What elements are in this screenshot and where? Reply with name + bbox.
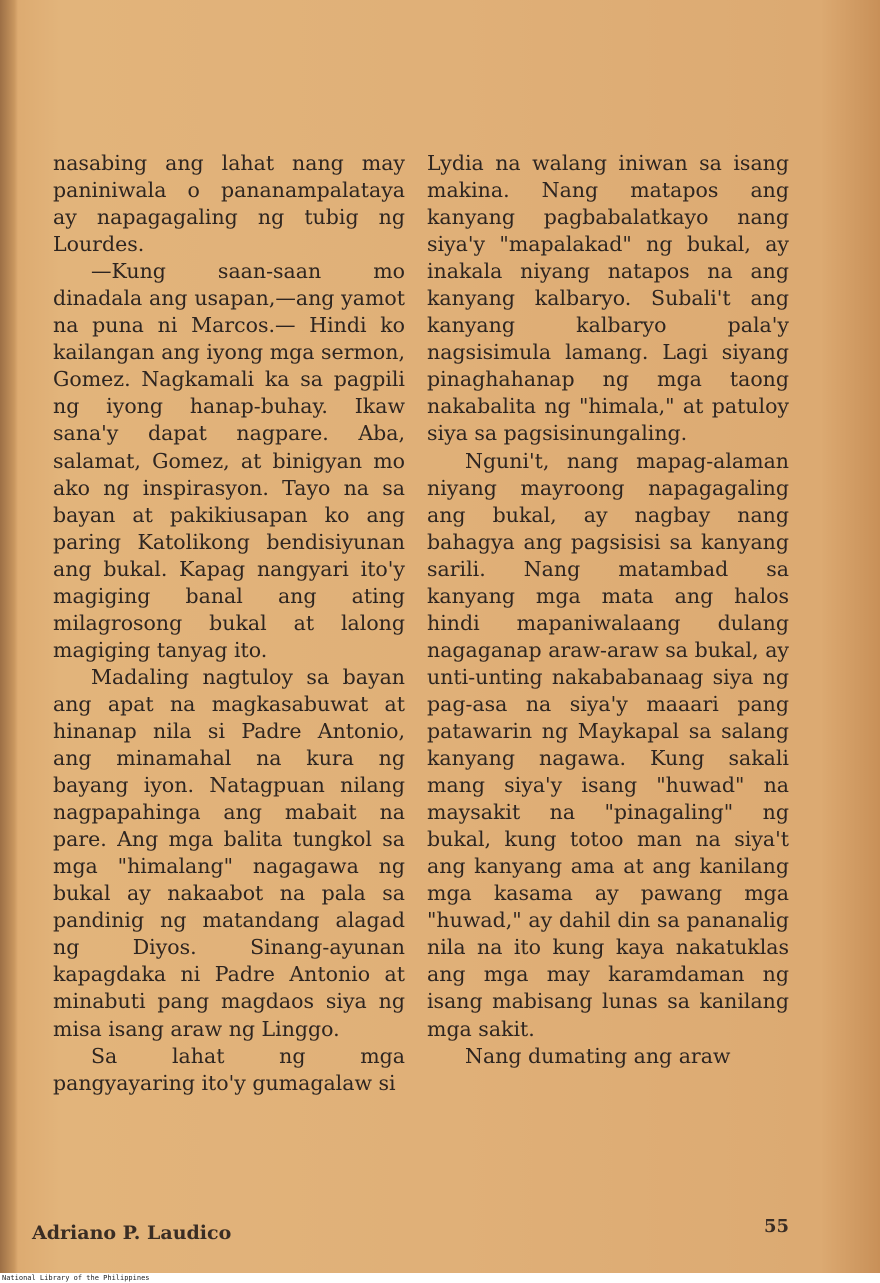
page-spine-shadow: [0, 0, 18, 1273]
left-text-column: [53, 150, 405, 1097]
right-paragraph-3: Nang dumating ang araw: [465, 1043, 731, 1068]
right-paragraph-1: Lydia na walang iniwan sa isang makina. Nang matapos ang kanyang pagbabalatkayo nang siya'y "mapalakad" ng bukal, ay inakala niyang natapos na ang kanyang kalbaryo. Subali't ang kanyang kalbaryo pala'y nagsisimula lamang. Lagi siyang pinaghahanap ng mga taong nakabalita ng "himala," at patuloy siya sa pagsisinungaling.: [427, 151, 789, 446]
left-paragraph-4: Sa lahat ng mga pangyayaring ito'y gumagalaw si: [53, 1043, 405, 1095]
right-paragraph-2: Nguni't, nang mapag-alaman niyang mayroong napagagaling ang bukal, ay nagbay nang bahagya ang pagsisisi sa kanyang sarili. Nang matambad sa kanyang mga mata ang halos hindi mapaniwalaang dulang nagaganap araw-araw sa bukal, ay unti-unting nakababanaag siya ng pag-asa na siya'y maaari pang patawarin ng Maykapal sa salang kanyang nagawa. Kung sakali mang siya'y isang "huwad" na maysakit na "pinagaling" ng bukal, kung totoo man na siya't ang kanyang ama at ang kanilang mga kasama ay pawang mga "huwad," ay dahil din sa pananalig nila na ito kung kaya nakatuklas ang mga may karamdaman ng isang mabisang lunas sa kanilang mga sakit.: [427, 448, 789, 1041]
left-paragraph-1: nasabing ang lahat nang may paniniwala o pananampalataya ay napagagaling ng tubig ng Lourdes.: [53, 151, 405, 257]
left-paragraph-2: —Kung saan-saan mo dinadala ang usapan,—ang yamot na puna ni Marcos.— Hindi ko kailangan ang iyong mga sermon, Gomez. Nagkamali ka sa pagpili ng iyong hanap-buhay. Ikaw sana'y dapat nagpare. Aba, salamat, Gomez, at binigyan mo ako ng inspirasyon. Tayo na sa bayan at pakikiusapan ko ang paring Katolikong bendisiyunan ang bukal. Kapag nangyari ito'y magiging banal ang ating milagrosong bukal at lalong magiging tanyag ito.: [53, 259, 405, 662]
left-paragraph-3: Madaling nagtuloy sa bayan ang apat na magkasabuwat at hinanap nila si Padre Antonio, ang minamahal na kura ng bayang iyon. Natagpuan nilang nagpapahinga ang mabait na pare. Ang mga balita tungkol sa mga "himalang" nagagawa ng bukal ay nakaabot na pala sa pandinig ng matandang alagad ng Diyos. Sinang-ayunan kapagdaka ni Padre Antonio at minabuti pang magdaos siya ng misa isang araw ng Linggo.: [53, 664, 405, 1041]
footer-author: Adriano P. Laudico: [32, 1222, 232, 1244]
right-text-column: [427, 150, 789, 1070]
library-credit: National Library of the Philippines: [0, 1273, 880, 1283]
page-number: 55: [764, 1216, 790, 1237]
